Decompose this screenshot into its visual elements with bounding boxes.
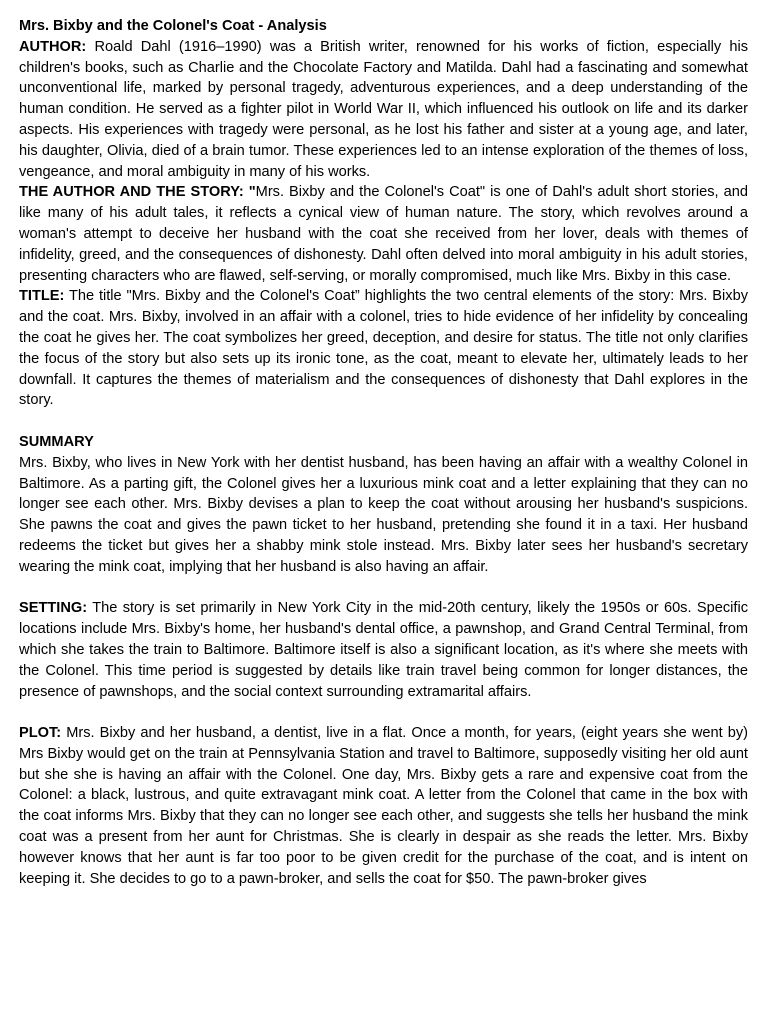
author-story-label: THE AUTHOR AND THE STORY: ": [19, 184, 256, 201]
document-title: Mrs. Bixby and the Colonel's Coat - Analysis: [19, 18, 327, 34]
setting-paragraph: [19, 598, 748, 702]
author-story-text: Mrs. Bixby and the Colonel's Coat" is one of Dahl's adult short stories, and like many of his adult tales, it reflects a cynical view of human nature. The story, which revolves around a woman's attempt to deceive her husband with the coat she received from her lover, deals with themes of infidelity, greed, and the consequences of dishonesty. Dahl often delved into moral ambiguity in his adult stories, presenting characters who are flawed, self-serving, or morally compromised, much like Mrs. Bixby in this case.: [19, 184, 748, 284]
document-body: [19, 16, 748, 889]
title-label: TITLE:: [19, 288, 65, 305]
author-text: Roald Dahl (1916–1990) was a British writer, renowned for his works of fiction, especially his children's books, such as Charlie and the Chocolate Factory and Matilda. Dahl had a fascinating and somewhat unconventional life, marked by personal tragedy, adventurous experiences, and a deep understanding of the human condition. He served as a fighter pilot in World War II, which influenced his outlook on life and its darker aspects. His experiences with tragedy were personal, as he lost his father and sister at a young age, and later, his daughter, Olivia, died of a brain tumor. These experiences led to an intense exploration of the themes of loss, vengeance, and moral ambiguity in many of his works.: [19, 38, 748, 180]
author-label: AUTHOR:: [19, 38, 87, 55]
title-paragraph: [19, 286, 748, 411]
spacer: [19, 411, 748, 432]
plot-label: PLOT:: [19, 725, 62, 742]
author-story-paragraph: [19, 182, 748, 286]
author-paragraph: [19, 37, 748, 183]
spacer: [19, 702, 748, 723]
plot-paragraph: [19, 723, 748, 889]
summary-heading: SUMMARY: [19, 433, 94, 450]
setting-label: SETTING:: [19, 600, 88, 617]
plot-text: Mrs. Bixby and her husband, a dentist, live in a flat. Once a month, for years, (eight years she went by) Mrs Bixby would get on the train at Pennsylvania Station and travel to Baltimore, supposedly visiting her old aunt but she she is having an affair with the Colonel. One day, Mrs. Bixby gets a rare and expensive coat from the Colonel: a black, lustrous, and quite extravagant mink coat. A letter from the Colonel that came in the box with the coat informs Mrs. Bixby that they can no longer see each other, and suggests she tells her husband the mink coat was a present from her aunt for Christmas. She is clearly in despair as she reads the letter. Mrs. Bixby however knows that her aunt is far too poor to be given credit for the purchase of the coat, and is intent on keeping it. She decides to go to a pawn-broker, and sells the coat for $50. The pawn-broker gives: [19, 725, 748, 887]
setting-text: The story is set primarily in New York City in the mid-20th century, likely the 1950s or 60s. Specific locations include Mrs. Bixby's home, her husband's dental office, a pawnshop, and Grand Central Terminal, from which she takes the train to Baltimore. Baltimore itself is also a significant location, as it's where she meets with the Colonel. This time period is suggested by details like train travel being common for longer distances, the presence of pawnshops, and the social context surrounding extramarital affairs.: [19, 600, 748, 700]
spacer: [19, 578, 748, 599]
summary-paragraph: Mrs. Bixby, who lives in New York with her dentist husband, has been having an affair with a wealthy Colonel in Baltimore. As a parting gift, the Colonel gives her a luxurious mink coat and a letter explaining that they can no longer see each other. Mrs. Bixby devises a plan to keep the coat without arousing her husband's suspicions. She pawns the coat and gives the pawn ticket to her husband, pretending she found it in a taxi. Her husband redeems the ticket but gives her a shabby mink stole instead. Mrs. Bixby later sees her husband's secretary wearing the mink coat, implying that her husband is also having an affair.: [19, 454, 748, 575]
title-text: The title "Mrs. Bixby and the Colonel's Coat” highlights the two central elements of the story: Mrs. Bixby and the coat. Mrs. Bixby, involved in an affair with a colonel, tries to hide evidence of her infidelity by concealing the coat he gives her. The coat symbolizes her greed, deception, and desire for status. The title not only clarifies the focus of the story but also sets up its ironic tone, as the coat, meant to elevate her, ultimately leads to her downfall. It captures the themes of materialism and the consequences of dishonesty that Dahl explores in the story.: [19, 288, 748, 409]
